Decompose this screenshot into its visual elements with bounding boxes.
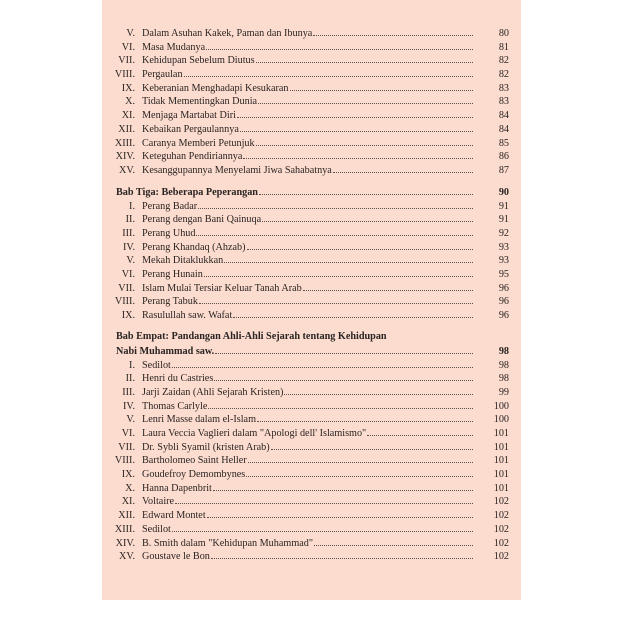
dot-leader: [233, 308, 473, 318]
entry-numeral: II.: [125, 373, 135, 385]
dot-leader: [248, 453, 473, 463]
entry-title: Sedilot: [142, 359, 171, 371]
dot-leader: [257, 412, 473, 422]
dot-leader: [224, 253, 473, 263]
page-number: 83: [498, 82, 509, 94]
entry-numeral: XV.: [119, 551, 135, 563]
entry-title: Masa Mudanya: [142, 41, 206, 53]
dot-leader: [333, 163, 473, 173]
entry-title: Voltaire: [142, 496, 175, 508]
toc-entry[interactable]: [102, 549, 521, 563]
entry-title: Perang Badar: [142, 200, 198, 212]
entry-title: Hanna Dapenbrit: [142, 482, 212, 494]
entry-numeral: V.: [126, 255, 135, 267]
toc-entry[interactable]: [102, 136, 521, 150]
entry-title: Goustave le Bon: [142, 551, 210, 563]
page-number: 102: [493, 523, 509, 535]
entry-title: Rasulullah saw. Wafat: [142, 310, 233, 322]
toc-entry[interactable]: [102, 122, 521, 136]
entry-numeral: I.: [129, 359, 135, 371]
page-number: 98: [498, 345, 509, 357]
toc-entry[interactable]: [102, 212, 521, 226]
bab-empat-section: [102, 330, 521, 563]
toc-entry[interactable]: [102, 308, 521, 322]
toc-entry[interactable]: [102, 508, 521, 522]
entry-title: Henri du Castries: [142, 373, 214, 385]
entry-numeral: XIV.: [115, 151, 135, 163]
toc-entry[interactable]: [102, 163, 521, 177]
toc-entry[interactable]: [102, 67, 521, 81]
toc-entry[interactable]: [102, 267, 521, 281]
entry-numeral: II.: [125, 214, 135, 226]
dot-leader: [243, 149, 473, 159]
toc-entry[interactable]: [102, 426, 521, 440]
page-number: 102: [493, 551, 509, 563]
entry-numeral: XIII.: [114, 523, 135, 535]
entry-numeral: III.: [122, 386, 135, 398]
chapter-title: Bab Empat: Pandangan Ahli-Ahli Sejarah tentang Kehidupan: [116, 331, 387, 343]
dot-leader: [184, 67, 473, 77]
dot-leader: [211, 549, 473, 559]
entry-title: Jarji Zaidan (Ahli Sejarah Kristen): [142, 386, 284, 398]
entry-numeral: IX.: [121, 82, 135, 94]
entry-numeral: VI.: [121, 41, 135, 53]
toc-entry[interactable]: [102, 26, 521, 40]
toc-entry[interactable]: [102, 399, 521, 413]
dot-leader: [207, 508, 473, 518]
page-number: 84: [498, 123, 509, 135]
entry-numeral: IX.: [121, 469, 135, 481]
toc-entry[interactable]: [102, 412, 521, 426]
chapter-heading[interactable]: [102, 185, 521, 199]
entry-numeral: X.: [125, 96, 135, 108]
dot-leader: [303, 281, 473, 291]
entry-numeral: I.: [129, 200, 135, 212]
entry-title: Sedilot: [142, 523, 171, 535]
toc-entry[interactable]: [102, 108, 521, 122]
toc-entry[interactable]: [102, 481, 521, 495]
entry-title: Goudefroy Demombynes: [142, 469, 246, 481]
entry-numeral: VI.: [121, 269, 135, 281]
entry-title: Caranya Memberi Petunjuk: [142, 137, 255, 149]
entry-numeral: IX.: [121, 310, 135, 322]
toc-entry[interactable]: [102, 240, 521, 254]
entry-numeral: XI.: [121, 496, 135, 508]
entry-title: Kehidupan Sebelum Diutus: [142, 55, 255, 67]
toc-entry[interactable]: [102, 294, 521, 308]
entry-numeral: III.: [122, 228, 135, 240]
chapter-title: Bab Tiga: Beberapa Peperangan: [116, 186, 258, 198]
chapter-title-cont: Nabi Muhammad saw.: [116, 345, 215, 357]
page-number: 92: [498, 228, 509, 240]
dot-leader: [256, 53, 473, 63]
page-number: 87: [498, 164, 509, 176]
toc-entry[interactable]: [102, 467, 521, 481]
entry-numeral: VIII.: [114, 69, 135, 81]
page-number: 91: [498, 200, 509, 212]
page-number: 102: [493, 537, 509, 549]
entry-title: Islam Mulai Tersiar Keluar Tanah Arab: [142, 282, 302, 294]
page-number: 98: [498, 359, 509, 371]
dot-leader: [284, 385, 473, 395]
entry-numeral: XIII.: [114, 137, 135, 149]
dot-leader: [196, 226, 473, 236]
bab-tiga-section: [102, 185, 521, 322]
entry-title: Perang Tabuk: [142, 296, 198, 308]
dot-leader: [240, 122, 473, 132]
toc-entry[interactable]: [102, 385, 521, 399]
entry-numeral: V.: [126, 28, 135, 39]
entry-title: Mekah Ditaklukkan: [142, 255, 224, 267]
entry-title: Bartholomeo Saint Heller: [142, 455, 247, 467]
dot-leader: [258, 94, 473, 104]
toc-page: [102, 0, 521, 600]
entry-numeral: VI.: [121, 428, 135, 440]
chapter-heading-line2[interactable]: [102, 344, 521, 358]
bab-dua-section: [102, 26, 521, 177]
toc-entry[interactable]: [102, 81, 521, 95]
dot-leader: [314, 536, 473, 546]
entry-numeral: V.: [126, 414, 135, 426]
page-number: 98: [498, 373, 509, 385]
dot-leader: [256, 136, 473, 146]
entry-numeral: VIII.: [114, 296, 135, 308]
page-number: 102: [493, 496, 509, 508]
page-number: 101: [493, 482, 509, 494]
entry-numeral: XIV.: [115, 537, 135, 549]
toc-entry[interactable]: [102, 371, 521, 385]
entry-numeral: VII.: [118, 55, 135, 67]
toc-entry[interactable]: [102, 536, 521, 550]
table-of-contents: [102, 26, 521, 563]
entry-title: Perang Uhud: [142, 228, 196, 240]
entry-numeral: X.: [125, 482, 135, 494]
page-number: 83: [498, 96, 509, 108]
page-number: 101: [493, 469, 509, 481]
page-number: 101: [493, 455, 509, 467]
entry-numeral: XII.: [118, 510, 135, 522]
dot-leader: [237, 108, 473, 118]
entry-title: Kebaikan Pergaulannya: [142, 123, 239, 135]
dot-leader: [199, 294, 473, 304]
dot-leader: [262, 212, 473, 222]
toc-entry[interactable]: [102, 199, 521, 213]
entry-title: Edward Montet: [142, 510, 206, 522]
entry-title: Keberanian Menghadapi Kesukaran: [142, 82, 289, 94]
toc-entry[interactable]: [102, 253, 521, 267]
page-number: 93: [498, 241, 509, 253]
page-number: 96: [498, 310, 509, 322]
entry-numeral: XV.: [119, 164, 135, 176]
entry-title: Dr. Sybli Syamil (kristen Arab): [142, 441, 270, 453]
dot-leader: [215, 344, 473, 354]
toc-entry[interactable]: [102, 440, 521, 454]
dot-leader: [204, 267, 473, 277]
entry-title: Thomas Carlyle: [142, 400, 208, 412]
page-number: 82: [498, 55, 509, 67]
page-number: 80: [498, 28, 509, 39]
toc-entry[interactable]: [102, 53, 521, 67]
page-number: 96: [498, 282, 509, 294]
page-number: 95: [498, 269, 509, 281]
page-number: 85: [498, 137, 509, 149]
page-number: 81: [498, 41, 509, 53]
toc-entry[interactable]: [102, 358, 521, 372]
page-number: 101: [493, 428, 509, 440]
entry-title: Keteguhan Pendiriannya: [142, 151, 243, 163]
dot-leader: [172, 522, 473, 532]
page-number: 102: [493, 510, 509, 522]
entry-title: Menjaga Martabat Diri: [142, 110, 236, 122]
dot-leader: [198, 199, 473, 209]
toc-entry[interactable]: [102, 494, 521, 508]
toc-entry[interactable]: [102, 40, 521, 54]
page-number: 96: [498, 296, 509, 308]
entry-numeral: IV.: [123, 241, 135, 253]
entry-title: Perang Khandaq (Ahzab): [142, 241, 246, 253]
entry-numeral: XI.: [121, 110, 135, 122]
page-number: 82: [498, 69, 509, 81]
chapter-heading-line1[interactable]: [102, 330, 521, 344]
dot-leader: [213, 481, 473, 491]
entry-title: Lenri Masse dalam el-Islam: [142, 414, 257, 426]
dot-leader: [246, 467, 473, 477]
toc-entry[interactable]: [102, 94, 521, 108]
entry-numeral: VII.: [118, 441, 135, 453]
page-number: 100: [493, 400, 509, 412]
entry-numeral: XII.: [118, 123, 135, 135]
page-number: 100: [493, 414, 509, 426]
entry-title: Kesanggupannya Menyelami Jiwa Sahabatnya: [142, 164, 332, 176]
dot-leader: [206, 40, 473, 50]
entry-title: Laura Veccia Vaglieri dalam "Apologi dell' Islamismo": [142, 428, 367, 440]
page-number: 84: [498, 110, 509, 122]
dot-leader: [259, 185, 473, 195]
page-number: 91: [498, 214, 509, 226]
entry-title: Perang Hunain: [142, 269, 203, 281]
toc-entry[interactable]: [102, 149, 521, 163]
page-number: 86: [498, 151, 509, 163]
dot-leader: [290, 81, 473, 91]
entry-title: Dalam Asuhan Kakek, Paman dan Ibunya: [142, 28, 313, 39]
entry-title: B. Smith dalam "Kehidupan Muhammad": [142, 537, 314, 549]
dot-leader: [172, 358, 473, 368]
dot-leader: [271, 440, 473, 450]
dot-leader: [208, 399, 473, 409]
entry-title: Perang dengan Bani Qainuqa: [142, 214, 262, 226]
dot-leader: [247, 240, 473, 250]
toc-entry[interactable]: [102, 522, 521, 536]
toc-entry[interactable]: [102, 453, 521, 467]
page-number: 90: [498, 186, 509, 198]
entry-numeral: IV.: [123, 400, 135, 412]
dot-leader: [214, 371, 473, 381]
entry-numeral: VIII.: [114, 455, 135, 467]
page-number: 101: [493, 441, 509, 453]
toc-entry[interactable]: [102, 281, 521, 295]
page-number: 93: [498, 255, 509, 267]
page-number: 99: [498, 386, 509, 398]
entry-title: Pergaulan: [142, 69, 183, 81]
entry-numeral: VII.: [118, 282, 135, 294]
entry-title: Tidak Mementingkan Dunia: [142, 96, 258, 108]
dot-leader: [367, 426, 473, 436]
dot-leader: [175, 494, 473, 504]
toc-entry[interactable]: [102, 226, 521, 240]
dot-leader: [313, 26, 473, 36]
